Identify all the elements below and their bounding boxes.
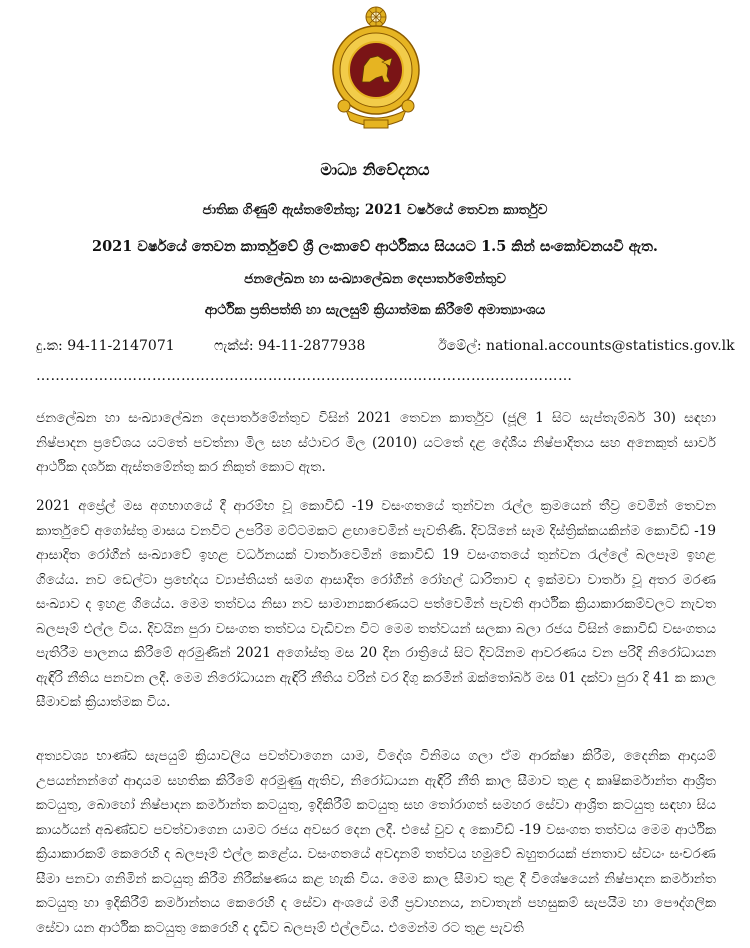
email-address: ඊමේල්: national.accounts@statistics.gov.lk	[438, 338, 735, 354]
paragraph-covid-wave: 2021 අප්‍රේල් මස අගභාගයේ දී ආරම්භ වූ කොවිඩ් -19 වසංගතයේ තුන්වන රැල්ල ක්‍රමයෙන් තීව්‍ර වෙමින් තෙවන කාර්තුවේ අගෝස්තු මාසය වනවිට උපරිම මට්ටමකට ළඟාවෙමින් පැවතිණි. දිවයිනේ සෑම දිස්ත්‍රික්කයකින්ම කොවිඩ් -19 ආසාදිත රෝගීන් සංඛ්‍යාවේ ඉහළ වර්ධනයක් වාර්තාවෙමින් කොවිඩ් 19 වසංගතයේ තුන්වන රැල්ලේ බලපෑම ඉහළ ගියේය. නව ඩෙල්ටා ප්‍රභේදය ව්‍යාප්තියත් සමග ආසාදිත රෝගීන් රෝහල් ධාරිතාව ද ඉක්මවා වාර්තා වූ අතර මරණ සංඛ්‍යාව ද ඉහළ ගියේය. මෙම තත්වය නිසා නව සාමාන්‍යකරණයට පත්වෙමින් පැවති ආර්ථික ක්‍රියාකාරකම්වලට නැවත බලපෑම් එල්ල විය. දිවයින පුරා වසංගත තත්වය වැඩිවන විට මෙම තත්වයන් සලකා බලා රජය විසින් කොවිඩ් වසංගතය පැතිරීම පාලනය කිරීමේ අරමුණින් 2021 අගෝස්තු මස 20 දින රාත්‍රියේ සිට දිවයිනම ආවරණය වන පරිදි නිරෝධායන ඇඳිරි නීතිය පනවන ලදී. මෙම නිරෝධායන ඇඳිරි නීතිය වරින් වර දිගු කරමින් ඔක්තෝබර් මස 01 දක්වා පුරා දි 41 ක කාල සීමාවක් ක්‍රියාත්මක විය.	[36, 498, 716, 710]
paragraph-economic-activity: අත්‍යවශ්‍ය භාණ්ඩ සැපයුම් ක්‍රියාවලිය පවත්වාගෙන යාම, විදේශ විනිමය ගලා ඒම ආරක්ෂා කිරීම, දෛනික ආදායම් උපයන්නන්ගේ ආදායම සහතික කිරීමේ අරමුණු ඇතිව, නිරෝධායන ඇඳිරි නීති කාල සීමාව තුළ ද කෘෂිකර්මාන්ත ආශ්‍රිත කටයුතු, බොහෝ නිෂ්පාදන කර්මාන්ත කටයුතු, ඉදිකිරීම් කටයුතු සහ තෝරාගත් සමහර සේවා ආශ්‍රිත කටයුතු සඳහා සිය කාර්යයන් අඛණ්ඩව පවත්වාගෙන යාමට රජය අවසර දෙන ලදී. එසේ වුව ද කොවිඩ් -19 වසංගත තත්වය මෙම ආර්ථික ක්‍රියාකාරකම් කෙරෙහි ද බලපෑම් එල්ල කළේය. වසංගතයේ අවදානම් තත්වය හමුවේ බහුතරයක් ජනතාව ස්වයං සංචරණ සීමා පනවා ගනිමින් කටයුතු කිරීම නිරීක්ෂණය කළ හැකි විය. මෙම කාල සීමාව තුළ දී විශේෂයෙන් නිෂ්පාදන කර්මාන්ත කටයුතු හා ඉදිකිරීම් කර්මාන්තය කෙරෙහි ද සේවා අංශයේ මගී ප්‍රවාහනය, නවාතැන් පහසුකම් සැපයීම හා පෞද්ගලික සේවා යන ආර්ථික කටයුතු කෙරෙහි ද දැඩිව බලපෑම් එල්ලවිය. එමෙන්ම රට තුළ පැවති	[36, 748, 716, 936]
fax-number: ෆැක්ස්: 94-11-2877938	[214, 338, 366, 354]
subtitle-headline: 2021 වර්ෂයේ තෙවන කාර්තුවේ ශ්‍රී ලංකාවේ ආර්ථිකය සියයට 1.5 කින් සංකෝචනයවී ඇත.	[92, 238, 658, 255]
ministry-name: ආර්ථික ප්‍රතිපත්ති හා සැලසුම් ක්‍රියාත්මක කිරීමේ අමාත්‍යාංශය	[204, 302, 546, 318]
phone-number: දු.ක: 94-11-2147071	[36, 338, 175, 354]
sri-lanka-emblem-icon	[324, 2, 428, 136]
subtitle-national-accounts: ජාතික ගිණුම් ඇස්තමේන්තු; 2021 වර්ෂයේ තෙවන කාර්තුව	[202, 202, 548, 218]
department-name: ජනලේඛන හා සංඛ්‍යාලේඛන දෙපාර්තමේන්තුව	[244, 271, 506, 287]
paragraph-intro: ජනලේඛන හා සංඛ්‍යාලේඛන දෙපාර්තමේන්තුව විසින් 2021 තෙවන කාර්තුව (ජූලි 1 සිට සැප්තැම්බර් 30) සඳහා නිෂ්පාදන ප්‍රවේශය යටතේ පවත්නා මිල සහ ස්ථාවර මිල (2010) යටතේ දළ දේශීය නිෂ්පාදිතය සහ අනෙකුත් සාර්ව ආර්ථික දර්ශක ඇස්තමේන්තු කර නිකුත් කොට ඇත.	[36, 410, 716, 475]
page-title: මාධ්‍ය නිවේදනය	[320, 160, 430, 179]
dotted-separator: …………………………………………………………………………………………………	[36, 368, 573, 384]
